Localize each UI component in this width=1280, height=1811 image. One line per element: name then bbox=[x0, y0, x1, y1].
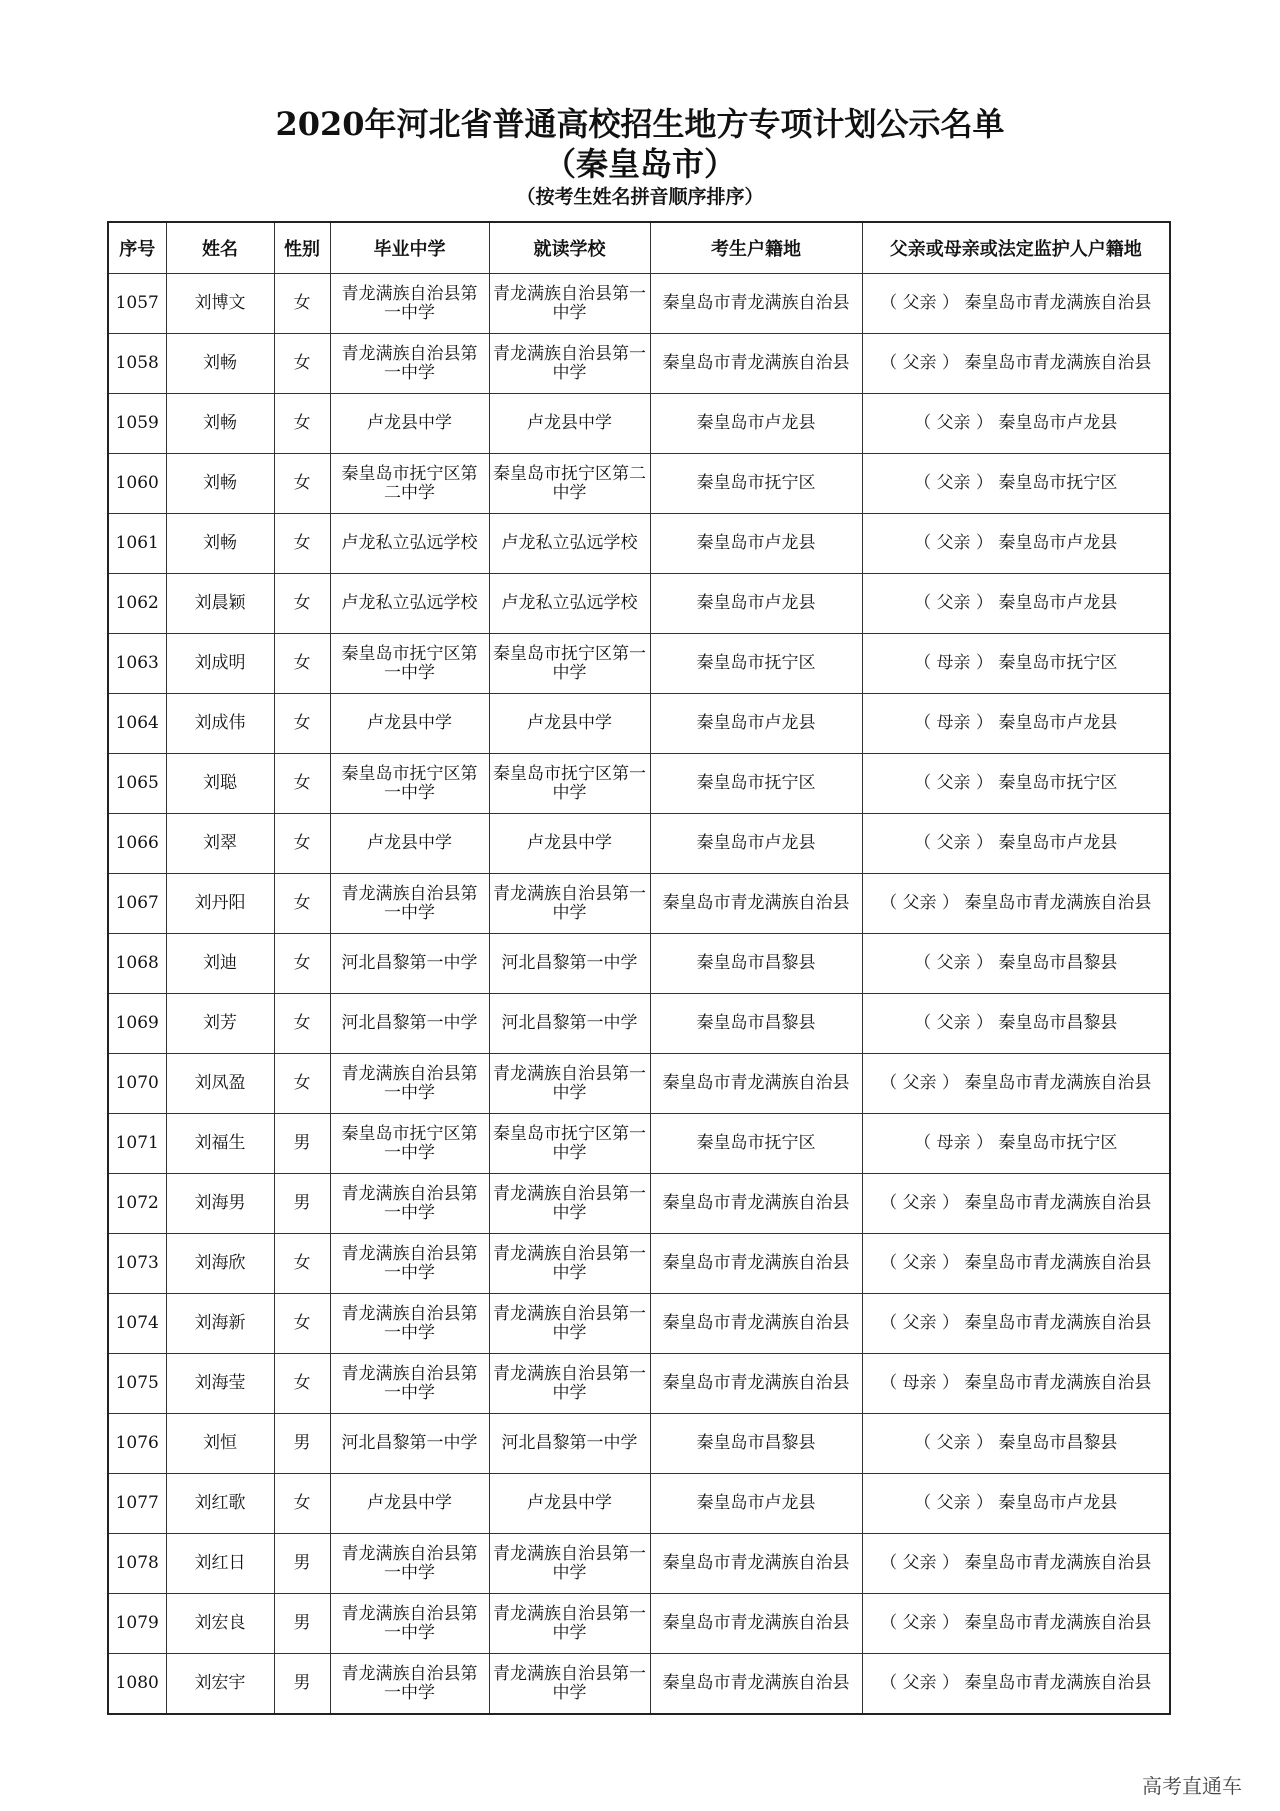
cell-current-school: 卢龙私立弘远学校 bbox=[489, 574, 650, 634]
cell-graduation-school: 卢龙县中学 bbox=[330, 814, 489, 874]
cell-current-school: 青龙满族自治县第一中学 bbox=[489, 334, 650, 394]
cell-graduation-school: 河北昌黎第一中学 bbox=[330, 994, 489, 1054]
cell-guardian-residence: （ 父亲 ） 秦皇岛市卢龙县 bbox=[862, 574, 1170, 634]
cell-current-school: 秦皇岛市抚宁区第一中学 bbox=[489, 1114, 650, 1174]
cell-index: 1058 bbox=[108, 334, 166, 394]
cell-name: 刘宏良 bbox=[166, 1594, 274, 1654]
cell-gender: 男 bbox=[274, 1414, 330, 1474]
cell-candidate-residence: 秦皇岛市青龙满族自治县 bbox=[650, 1534, 862, 1594]
cell-index: 1063 bbox=[108, 634, 166, 694]
cell-graduation-school: 秦皇岛市抚宁区第一中学 bbox=[330, 754, 489, 814]
cell-gender: 男 bbox=[274, 1594, 330, 1654]
cell-guardian-residence: （ 父亲 ） 秦皇岛市青龙满族自治县 bbox=[862, 1294, 1170, 1354]
table-row bbox=[108, 1234, 1170, 1294]
cell-index: 1073 bbox=[108, 1234, 166, 1294]
cell-guardian-residence: （ 母亲 ） 秦皇岛市抚宁区 bbox=[862, 634, 1170, 694]
table-row bbox=[108, 634, 1170, 694]
cell-name: 刘畅 bbox=[166, 454, 274, 514]
cell-graduation-school: 青龙满族自治县第一中学 bbox=[330, 1594, 489, 1654]
cell-candidate-residence: 秦皇岛市昌黎县 bbox=[650, 1414, 862, 1474]
cell-graduation-school: 卢龙县中学 bbox=[330, 1474, 489, 1534]
cell-guardian-residence: （ 父亲 ） 秦皇岛市青龙满族自治县 bbox=[862, 1654, 1170, 1715]
table-row bbox=[108, 1294, 1170, 1354]
cell-guardian-residence: （ 父亲 ） 秦皇岛市卢龙县 bbox=[862, 394, 1170, 454]
cell-gender: 女 bbox=[274, 994, 330, 1054]
cell-name: 刘畅 bbox=[166, 334, 274, 394]
cell-graduation-school: 青龙满族自治县第一中学 bbox=[330, 1354, 489, 1414]
header-index: 序号 bbox=[108, 222, 166, 274]
cell-graduation-school: 卢龙县中学 bbox=[330, 694, 489, 754]
header-current-school: 就读学校 bbox=[489, 222, 650, 274]
cell-name: 刘海新 bbox=[166, 1294, 274, 1354]
cell-name: 刘成伟 bbox=[166, 694, 274, 754]
cell-current-school: 秦皇岛市抚宁区第一中学 bbox=[489, 754, 650, 814]
cell-name: 刘聪 bbox=[166, 754, 274, 814]
cell-guardian-residence: （ 父亲 ） 秦皇岛市卢龙县 bbox=[862, 514, 1170, 574]
table-row bbox=[108, 754, 1170, 814]
cell-guardian-residence: （ 母亲 ） 秦皇岛市卢龙县 bbox=[862, 694, 1170, 754]
cell-gender: 女 bbox=[274, 814, 330, 874]
cell-current-school: 青龙满族自治县第一中学 bbox=[489, 1054, 650, 1114]
cell-name: 刘恒 bbox=[166, 1414, 274, 1474]
cell-candidate-residence: 秦皇岛市青龙满族自治县 bbox=[650, 1654, 862, 1715]
cell-current-school: 河北昌黎第一中学 bbox=[489, 994, 650, 1054]
cell-current-school: 青龙满族自治县第一中学 bbox=[489, 1534, 650, 1594]
cell-index: 1071 bbox=[108, 1114, 166, 1174]
cell-guardian-residence: （ 父亲 ） 秦皇岛市青龙满族自治县 bbox=[862, 1174, 1170, 1234]
cell-name: 刘宏宇 bbox=[166, 1654, 274, 1715]
cell-name: 刘畅 bbox=[166, 514, 274, 574]
cell-current-school: 青龙满族自治县第一中学 bbox=[489, 1234, 650, 1294]
cell-index: 1074 bbox=[108, 1294, 166, 1354]
cell-name: 刘迪 bbox=[166, 934, 274, 994]
cell-current-school: 秦皇岛市抚宁区第一中学 bbox=[489, 634, 650, 694]
table-row bbox=[108, 574, 1170, 634]
cell-candidate-residence: 秦皇岛市青龙满族自治县 bbox=[650, 1054, 862, 1114]
cell-candidate-residence: 秦皇岛市青龙满族自治县 bbox=[650, 1294, 862, 1354]
cell-current-school: 卢龙县中学 bbox=[489, 1474, 650, 1534]
cell-gender: 女 bbox=[274, 694, 330, 754]
cell-index: 1070 bbox=[108, 1054, 166, 1114]
cell-graduation-school: 卢龙县中学 bbox=[330, 394, 489, 454]
header-gender: 性别 bbox=[274, 222, 330, 274]
cell-gender: 女 bbox=[274, 454, 330, 514]
cell-current-school: 河北昌黎第一中学 bbox=[489, 934, 650, 994]
cell-graduation-school: 青龙满族自治县第一中学 bbox=[330, 874, 489, 934]
cell-current-school: 青龙满族自治县第一中学 bbox=[489, 1174, 650, 1234]
cell-candidate-residence: 秦皇岛市青龙满族自治县 bbox=[650, 274, 862, 334]
cell-gender: 女 bbox=[274, 394, 330, 454]
table-row bbox=[108, 814, 1170, 874]
document-subtitle: （秦皇岛市） bbox=[543, 145, 736, 183]
cell-name: 刘海男 bbox=[166, 1174, 274, 1234]
cell-index: 1075 bbox=[108, 1354, 166, 1414]
document-sort-note: （按考生姓名拼音顺序排序） bbox=[516, 186, 764, 208]
table-row bbox=[108, 1414, 1170, 1474]
table-header-row bbox=[108, 222, 1170, 274]
cell-index: 1065 bbox=[108, 754, 166, 814]
cell-candidate-residence: 秦皇岛市抚宁区 bbox=[650, 1114, 862, 1174]
table-row bbox=[108, 1114, 1170, 1174]
header-name: 姓名 bbox=[166, 222, 274, 274]
cell-graduation-school: 青龙满族自治县第一中学 bbox=[330, 1054, 489, 1114]
cell-guardian-residence: （ 父亲 ） 秦皇岛市青龙满族自治县 bbox=[862, 274, 1170, 334]
cell-current-school: 青龙满族自治县第一中学 bbox=[489, 1294, 650, 1354]
cell-index: 1060 bbox=[108, 454, 166, 514]
cell-candidate-residence: 秦皇岛市卢龙县 bbox=[650, 514, 862, 574]
cell-candidate-residence: 秦皇岛市卢龙县 bbox=[650, 394, 862, 454]
cell-gender: 女 bbox=[274, 334, 330, 394]
cell-index: 1067 bbox=[108, 874, 166, 934]
cell-name: 刘红日 bbox=[166, 1534, 274, 1594]
cell-current-school: 卢龙县中学 bbox=[489, 394, 650, 454]
cell-current-school: 青龙满族自治县第一中学 bbox=[489, 874, 650, 934]
cell-guardian-residence: （ 父亲 ） 秦皇岛市青龙满族自治县 bbox=[862, 334, 1170, 394]
cell-graduation-school: 卢龙私立弘远学校 bbox=[330, 514, 489, 574]
cell-guardian-residence: （ 父亲 ） 秦皇岛市青龙满族自治县 bbox=[862, 1594, 1170, 1654]
cell-index: 1061 bbox=[108, 514, 166, 574]
cell-graduation-school: 卢龙私立弘远学校 bbox=[330, 574, 489, 634]
cell-name: 刘海欣 bbox=[166, 1234, 274, 1294]
cell-current-school: 青龙满族自治县第一中学 bbox=[489, 274, 650, 334]
cell-gender: 男 bbox=[274, 1174, 330, 1234]
cell-index: 1064 bbox=[108, 694, 166, 754]
cell-gender: 女 bbox=[274, 574, 330, 634]
cell-guardian-residence: （ 父亲 ） 秦皇岛市抚宁区 bbox=[862, 754, 1170, 814]
cell-graduation-school: 青龙满族自治县第一中学 bbox=[330, 334, 489, 394]
table-row bbox=[108, 1354, 1170, 1414]
cell-candidate-residence: 秦皇岛市卢龙县 bbox=[650, 1474, 862, 1534]
cell-gender: 女 bbox=[274, 754, 330, 814]
table-row bbox=[108, 454, 1170, 514]
cell-name: 刘凤盈 bbox=[166, 1054, 274, 1114]
cell-guardian-residence: （ 父亲 ） 秦皇岛市青龙满族自治县 bbox=[862, 1534, 1170, 1594]
cell-guardian-residence: （ 父亲 ） 秦皇岛市青龙满族自治县 bbox=[862, 1234, 1170, 1294]
cell-candidate-residence: 秦皇岛市卢龙县 bbox=[650, 694, 862, 754]
cell-index: 1066 bbox=[108, 814, 166, 874]
cell-current-school: 青龙满族自治县第一中学 bbox=[489, 1354, 650, 1414]
cell-current-school: 河北昌黎第一中学 bbox=[489, 1414, 650, 1474]
cell-gender: 女 bbox=[274, 1474, 330, 1534]
cell-index: 1080 bbox=[108, 1654, 166, 1715]
cell-candidate-residence: 秦皇岛市抚宁区 bbox=[650, 454, 862, 514]
cell-current-school: 秦皇岛市抚宁区第二中学 bbox=[489, 454, 650, 514]
cell-candidate-residence: 秦皇岛市青龙满族自治县 bbox=[650, 874, 862, 934]
cell-current-school: 青龙满族自治县第一中学 bbox=[489, 1594, 650, 1654]
cell-index: 1079 bbox=[108, 1594, 166, 1654]
cell-name: 刘畅 bbox=[166, 394, 274, 454]
header-guardian-residence: 父亲或母亲或法定监护人户籍地 bbox=[862, 222, 1170, 274]
cell-graduation-school: 青龙满族自治县第一中学 bbox=[330, 1534, 489, 1594]
cell-gender: 女 bbox=[274, 1294, 330, 1354]
cell-graduation-school: 青龙满族自治县第一中学 bbox=[330, 274, 489, 334]
cell-graduation-school: 青龙满族自治县第一中学 bbox=[330, 1294, 489, 1354]
cell-graduation-school: 河北昌黎第一中学 bbox=[330, 934, 489, 994]
cell-name: 刘芳 bbox=[166, 994, 274, 1054]
table-row bbox=[108, 1594, 1170, 1654]
cell-index: 1076 bbox=[108, 1414, 166, 1474]
cell-current-school: 卢龙县中学 bbox=[489, 694, 650, 754]
table-row bbox=[108, 1534, 1170, 1594]
table-row bbox=[108, 1054, 1170, 1114]
cell-current-school: 青龙满族自治县第一中学 bbox=[489, 1654, 650, 1715]
cell-current-school: 卢龙私立弘远学校 bbox=[489, 514, 650, 574]
cell-candidate-residence: 秦皇岛市青龙满族自治县 bbox=[650, 1174, 862, 1234]
cell-name: 刘福生 bbox=[166, 1114, 274, 1174]
cell-graduation-school: 秦皇岛市抚宁区第一中学 bbox=[330, 1114, 489, 1174]
cell-name: 刘博文 bbox=[166, 274, 274, 334]
cell-index: 1068 bbox=[108, 934, 166, 994]
table-row bbox=[108, 934, 1170, 994]
cell-guardian-residence: （ 父亲 ） 秦皇岛市卢龙县 bbox=[862, 1474, 1170, 1534]
cell-name: 刘丹阳 bbox=[166, 874, 274, 934]
cell-index: 1057 bbox=[108, 274, 166, 334]
cell-graduation-school: 青龙满族自治县第一中学 bbox=[330, 1174, 489, 1234]
cell-graduation-school: 青龙满族自治县第一中学 bbox=[330, 1234, 489, 1294]
cell-guardian-residence: （ 父亲 ） 秦皇岛市昌黎县 bbox=[862, 994, 1170, 1054]
cell-candidate-residence: 秦皇岛市抚宁区 bbox=[650, 754, 862, 814]
table-row bbox=[108, 274, 1170, 334]
table-row bbox=[108, 334, 1170, 394]
cell-guardian-residence: （ 父亲 ） 秦皇岛市青龙满族自治县 bbox=[862, 1054, 1170, 1114]
cell-guardian-residence: （ 父亲 ） 秦皇岛市青龙满族自治县 bbox=[862, 874, 1170, 934]
cell-index: 1077 bbox=[108, 1474, 166, 1534]
cell-gender: 女 bbox=[274, 634, 330, 694]
header-graduation-school: 毕业中学 bbox=[330, 222, 489, 274]
cell-candidate-residence: 秦皇岛市青龙满族自治县 bbox=[650, 1234, 862, 1294]
cell-name: 刘成明 bbox=[166, 634, 274, 694]
cell-name: 刘红歌 bbox=[166, 1474, 274, 1534]
cell-graduation-school: 秦皇岛市抚宁区第二中学 bbox=[330, 454, 489, 514]
cell-guardian-residence: （ 父亲 ） 秦皇岛市昌黎县 bbox=[862, 934, 1170, 994]
table-row bbox=[108, 514, 1170, 574]
table-row bbox=[108, 1174, 1170, 1234]
cell-gender: 女 bbox=[274, 514, 330, 574]
cell-name: 刘海莹 bbox=[166, 1354, 274, 1414]
document-title: 2020年河北省普通高校招生地方专项计划公示名单 bbox=[275, 105, 1005, 143]
cell-guardian-residence: （ 父亲 ） 秦皇岛市卢龙县 bbox=[862, 814, 1170, 874]
cell-guardian-residence: （ 母亲 ） 秦皇岛市抚宁区 bbox=[862, 1114, 1170, 1174]
cell-gender: 女 bbox=[274, 934, 330, 994]
cell-guardian-residence: （ 父亲 ） 秦皇岛市昌黎县 bbox=[862, 1414, 1170, 1474]
cell-current-school: 卢龙县中学 bbox=[489, 814, 650, 874]
cell-gender: 女 bbox=[274, 1234, 330, 1294]
cell-gender: 男 bbox=[274, 1654, 330, 1715]
table-row bbox=[108, 1474, 1170, 1534]
cell-candidate-residence: 秦皇岛市卢龙县 bbox=[650, 814, 862, 874]
cell-guardian-residence: （ 母亲 ） 秦皇岛市青龙满族自治县 bbox=[862, 1354, 1170, 1414]
cell-candidate-residence: 秦皇岛市青龙满族自治县 bbox=[650, 334, 862, 394]
cell-candidate-residence: 秦皇岛市抚宁区 bbox=[650, 634, 862, 694]
cell-index: 1059 bbox=[108, 394, 166, 454]
cell-gender: 女 bbox=[274, 1354, 330, 1414]
cell-gender: 女 bbox=[274, 274, 330, 334]
cell-gender: 女 bbox=[274, 874, 330, 934]
cell-index: 1072 bbox=[108, 1174, 166, 1234]
table-row bbox=[108, 694, 1170, 754]
cell-index: 1069 bbox=[108, 994, 166, 1054]
cell-guardian-residence: （ 父亲 ） 秦皇岛市抚宁区 bbox=[862, 454, 1170, 514]
candidate-table bbox=[107, 221, 1171, 1715]
cell-index: 1062 bbox=[108, 574, 166, 634]
cell-gender: 男 bbox=[274, 1114, 330, 1174]
cell-graduation-school: 青龙满族自治县第一中学 bbox=[330, 1654, 489, 1715]
cell-graduation-school: 秦皇岛市抚宁区第一中学 bbox=[330, 634, 489, 694]
cell-candidate-residence: 秦皇岛市卢龙县 bbox=[650, 574, 862, 634]
cell-name: 刘晨颖 bbox=[166, 574, 274, 634]
cell-index: 1078 bbox=[108, 1534, 166, 1594]
cell-graduation-school: 河北昌黎第一中学 bbox=[330, 1414, 489, 1474]
table-row bbox=[108, 994, 1170, 1054]
cell-gender: 女 bbox=[274, 1054, 330, 1114]
header-candidate-residence: 考生户籍地 bbox=[650, 222, 862, 274]
cell-name: 刘翠 bbox=[166, 814, 274, 874]
watermark-text: 高考直通车 bbox=[1142, 1774, 1242, 1798]
cell-candidate-residence: 秦皇岛市青龙满族自治县 bbox=[650, 1354, 862, 1414]
table-row bbox=[108, 1654, 1170, 1715]
cell-gender: 男 bbox=[274, 1534, 330, 1594]
table-row bbox=[108, 394, 1170, 454]
cell-candidate-residence: 秦皇岛市昌黎县 bbox=[650, 934, 862, 994]
cell-candidate-residence: 秦皇岛市青龙满族自治县 bbox=[650, 1594, 862, 1654]
table-row bbox=[108, 874, 1170, 934]
cell-candidate-residence: 秦皇岛市昌黎县 bbox=[650, 994, 862, 1054]
